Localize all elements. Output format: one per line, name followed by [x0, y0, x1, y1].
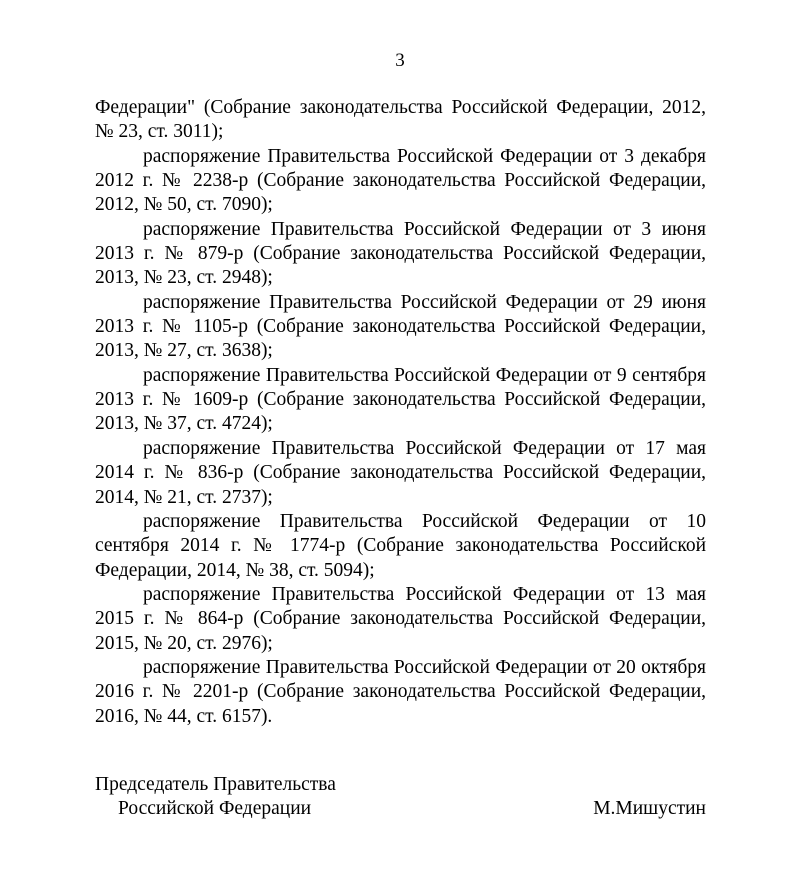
- signature-block: [95, 773, 706, 821]
- signatory-name: М.Мишустин: [593, 798, 706, 819]
- paragraph-item: распоряжение Правительства Российской Федерации от 17 мая 2014 г. № 836-р (Собрание законодательства Российской Федерации, 2014, № 21, ст. 2737);: [95, 437, 706, 508]
- document-body: [95, 96, 706, 729]
- paragraph-item: распоряжение Правительства Российской Федерации от 3 июня 2013 г. № 879-р (Собрание законодательства Российской Федерации, 2013, № 23, ст. 2948);: [95, 218, 706, 289]
- paragraph-item: распоряжение Правительства Российской Федерации от 29 июня 2013 г. № 1105-р (Собрание законодательства Российской Федерации, 2013, № 27, ст. 3638);: [95, 291, 706, 362]
- page-number: 3: [395, 50, 405, 71]
- signatory-title-line2: Российской Федерации: [118, 798, 312, 819]
- paragraph-item: распоряжение Правительства Российской Федерации от 9 сентября 2013 г. № 1609-р (Собрание законодательства Российской Федерации, 2013, № 37, ст. 4724);: [95, 364, 706, 435]
- paragraph-item: распоряжение Правительства Российской Федерации от 3 декабря 2012 г. № 2238-р (Собрание законодательства Российской Федерации, 2012, № 50, ст. 7090);: [95, 145, 706, 216]
- paragraph-item: распоряжение Правительства Российской Федерации от 13 мая 2015 г. № 864-р (Собрание законодательства Российской Федерации, 2015, № 20, ст. 2976);: [95, 583, 706, 654]
- paragraph-item: распоряжение Правительства Российской Федерации от 10 сентября 2014 г. № 1774-р (Собрание законодательства Российской Федерации, 2014, № 38, ст. 5094);: [95, 510, 706, 581]
- paragraph-item: распоряжение Правительства Российской Федерации от 20 октября 2016 г. № 2201-р (Собрание законодательства Российской Федерации, 2016, № 44, ст. 6157).: [95, 656, 706, 727]
- signature-row: [95, 797, 706, 821]
- signatory-title-line1: Председатель Правительства: [95, 774, 336, 795]
- paragraph-continuation: Федерации" (Собрание законодательства Российской Федерации, 2012, № 23, ст. 3011);: [95, 97, 706, 143]
